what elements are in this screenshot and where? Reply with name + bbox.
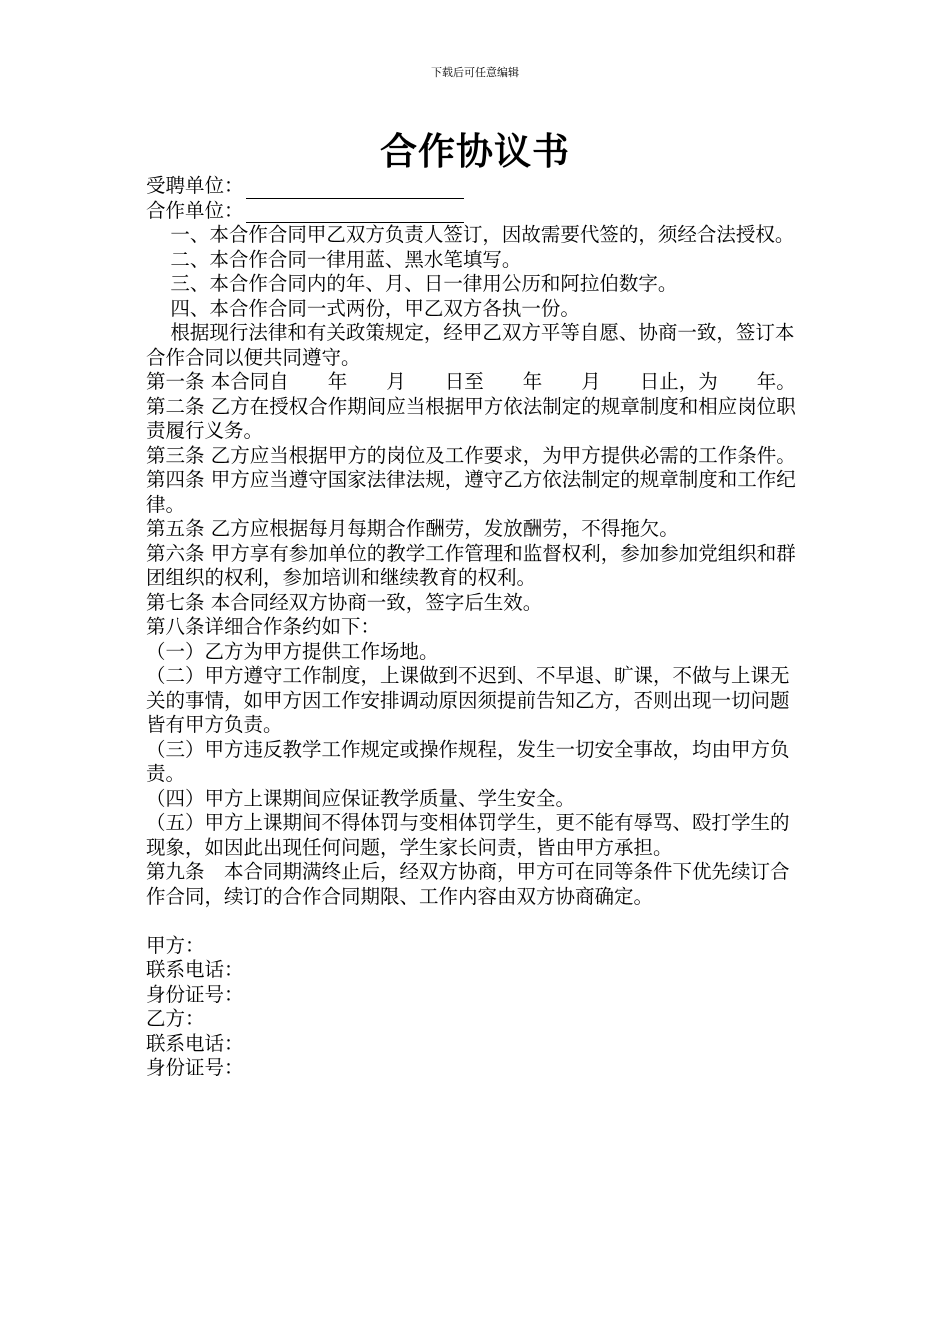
field-row-employer	[146, 174, 806, 199]
clause-paragraph: 一、本合作合同甲乙双方负责人签订，因故需要代签的，须经合法授权。	[170, 223, 795, 246]
clause-paragraph: 三、本合作合同内的年、月、日一律用公历和阿拉伯数字。	[170, 272, 678, 295]
term-item: （一）乙方为甲方提供工作场地。	[146, 639, 439, 663]
article-paragraph: 第二条 乙方在授权合作期间应当根据甲方依法制定的规章制度和相应岗位职责履行义务。	[146, 394, 796, 442]
signature-phone-a: 联系电话：	[146, 958, 244, 981]
document-body	[146, 174, 806, 1081]
spacer	[146, 909, 806, 934]
article-paragraph: 第一条 本合同自 年 月 日至 年 月 日止，为 年。	[146, 370, 796, 393]
signature-party-a: 甲方：	[146, 933, 205, 957]
article-paragraph: 第五条 乙方应根据每月每期合作酬劳，发放酬劳，不得拖欠。	[146, 517, 679, 540]
term-item: （二）甲方遵守工作制度，上课做到不迟到、不早退、旷课，不做与上课无关的事情，如甲方因工作安排调动原因须提前告知乙方，否则出现一切问题皆有甲方负责。	[146, 664, 790, 736]
article-paragraph: 第三条 乙方应当根据甲方的岗位及工作要求，为甲方提供必需的工作条件。	[146, 443, 796, 467]
term-item: （四）甲方上课期间应保证教学质量、学生安全。	[146, 786, 576, 810]
field-label: 受聘单位：	[146, 174, 244, 197]
signature-id-b: 身份证号：	[146, 1056, 244, 1079]
article-paragraph: 第七条 本合同经双方协商一致，签字后生效。	[146, 590, 543, 614]
article-paragraph: 第四条 甲方应当遵守国家法律法规，遵守乙方依法制定的规章制度和工作纪律。	[146, 468, 796, 516]
clause-paragraph: 二、本合作合同一律用蓝、黑水笔填写。	[170, 247, 522, 271]
article-paragraph: 第九条 本合同期满终止后，经双方协商，甲方可在同等条件下优先续订合作合同，续订的合作合同期限、工作内容由双方协商确定。	[146, 860, 790, 908]
blank-fill-line[interactable]	[246, 202, 464, 223]
signature-phone-b: 联系电话：	[146, 1031, 244, 1055]
term-item: （五）甲方上课期间不得体罚与变相体罚学生，更不能有辱骂、殴打学生的现象，如因此出现任何问题，学生家长问责，皆由甲方承担。	[146, 811, 790, 859]
term-item: （三）甲方违反教学工作规定或操作规程，发生一切安全事故，均由甲方负责。	[146, 737, 790, 785]
clause-paragraph: 根据现行法律和有关政策规定，经甲乙双方平等自愿、协商一致，签订本合作合同以便共同遵守。	[146, 321, 795, 369]
article-paragraph: 第八条详细合作条约如下：	[146, 615, 381, 638]
field-row-partner	[146, 199, 806, 224]
clause-paragraph: 四、本合作合同一式两份，甲乙双方各执一份。	[170, 296, 580, 320]
blank-fill-line[interactable]	[246, 178, 464, 199]
signature-party-b: 乙方：	[146, 1007, 205, 1030]
document-title: 合作协议书	[380, 129, 570, 173]
signature-id-a: 身份证号：	[146, 982, 244, 1006]
article-paragraph: 第六条 甲方享有参加单位的教学工作管理和监督权利，参加参加党组织和群团组织的权利，参加培训和继续教育的权利。	[146, 541, 796, 589]
header-note: 下载后可任意编辑	[431, 66, 519, 79]
field-label: 合作单位：	[146, 198, 244, 222]
